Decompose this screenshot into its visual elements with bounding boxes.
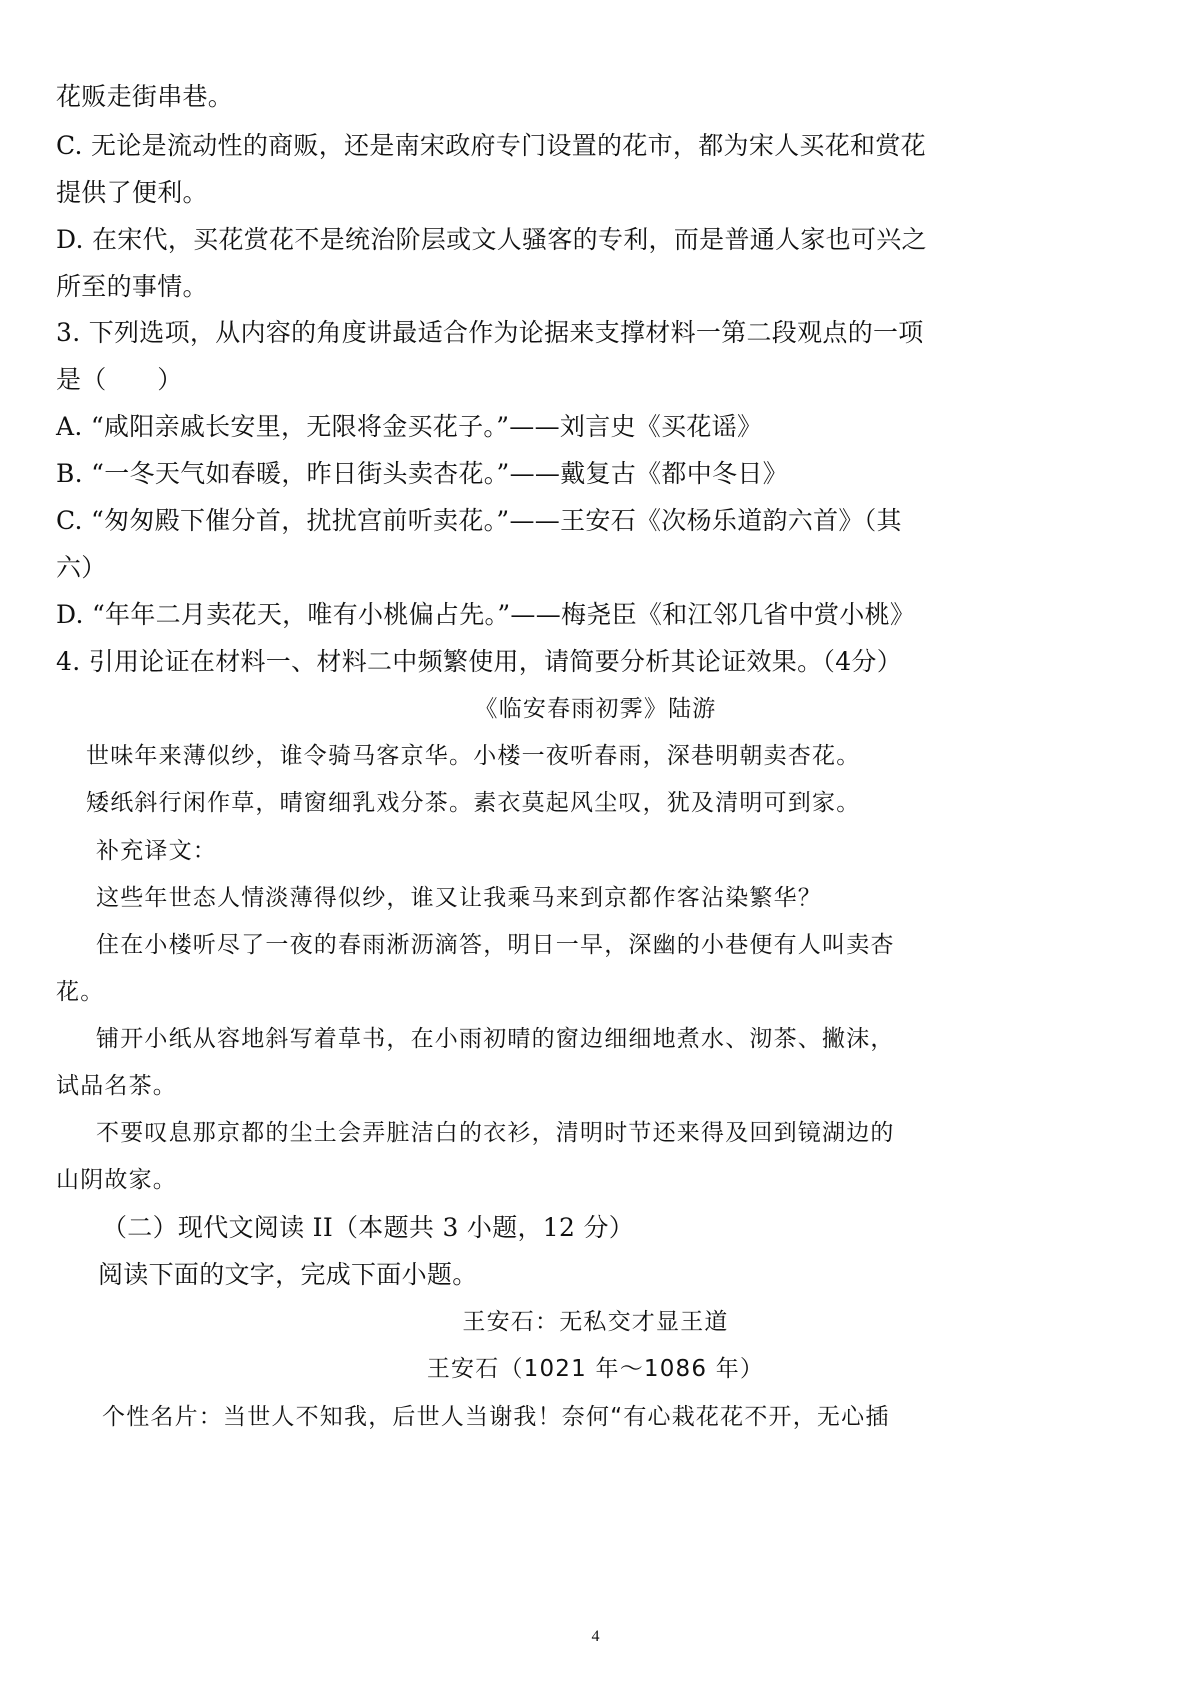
poem-title: 《临安春雨初霁》陆游 [474,696,717,722]
previous-option-continuation: 花贩走街串巷。 [56,82,234,111]
poem-line-2: 矮纸斜行闲作草，晴窗细乳戏分茶。素衣莫起风尘叹，犹及清明可到家。 [86,790,861,816]
q3-option-d: D. “年年二月卖花天，唯有小桃偏占先。”——梅尧臣《和江邻几省中赏小桃》 [56,600,916,629]
q4-question: 4. 引用论证在材料一、材料二中频繁使用，请简要分析其论证效果。（4分） [56,647,903,676]
q2-option-d-line2: 所至的事情。 [56,272,208,301]
q3-option-a: A. “咸阳亲戚长安里，无限将金买花子。”——刘言史《买花谣》 [56,412,763,441]
translation-paragraph-3-line1: 铺开小纸从容地斜写着草书，在小雨初晴的窗边细细地煮水、沏茶、撇沫， [96,1026,895,1052]
translation-paragraph-3-line2: 试品名茶。 [56,1073,177,1099]
q2-option-c-line2: 提供了便利。 [56,178,208,207]
q2-option-d-line1: D. 在宋代，买花赏花不是统治阶层或文人骚客的专利，而是普通人家也可兴之 [56,225,927,254]
article-subtitle: 王安石（1021 年～1086 年） [426,1356,765,1382]
page-number: 4 [591,1628,600,1645]
q2-option-c-line1: C. 无论是流动性的商贩，还是南宋政府专门设置的花市，都为宋人买花和赏花 [56,131,926,160]
section-2-heading: （二）现代文阅读 II（本题共 3 小题，12 分） [102,1213,635,1242]
translation-paragraph-4-line1: 不要叹息那京都的尘土会弄脏洁白的衣衫，清明时节还来得及回到镜湖边的 [96,1120,895,1146]
q3-stem-line2: 是（ ） [56,365,183,394]
q3-option-c-line2: 六） [56,553,107,582]
q3-option-c-line1: C. “匆匆殿下催分首，扰扰宫前听卖花。”——王安石《次杨乐道韵六首》（其 [56,506,902,535]
section-2-instruction: 阅读下面的文字，完成下面小题。 [98,1260,478,1289]
q3-option-b: B. “一冬天气如春暖，昨日街头卖杏花。”——戴复古《都中冬日》 [56,459,788,488]
translation-paragraph-1: 这些年世态人情淡薄得似纱，谁又让我乘马来到京都作客沾染繁华？ [96,885,822,911]
profile-line: 个性名片：当世人不知我，后世人当谢我！奈何“有心栽花花不开，无心插 [102,1404,890,1430]
poem-line-1: 世味年来薄似纱，谁令骑马客京华。小楼一夜听春雨，深巷明朝卖杏花。 [86,743,861,769]
translation-heading: 补充译文： [96,838,217,864]
q3-stem-line1: 3. 下列选项，从内容的角度讲最适合作为论据来支撑材料一第二段观点的一项 [56,318,924,347]
translation-paragraph-2-line2: 花。 [56,979,105,1005]
translation-paragraph-4-line2: 山阴故家。 [56,1167,177,1193]
article-title: 王安石：无私交才显王道 [462,1309,729,1335]
translation-paragraph-2-line1: 住在小楼听尽了一夜的春雨淅沥滴答，明日一早，深幽的小巷便有人叫卖杏 [96,932,895,958]
